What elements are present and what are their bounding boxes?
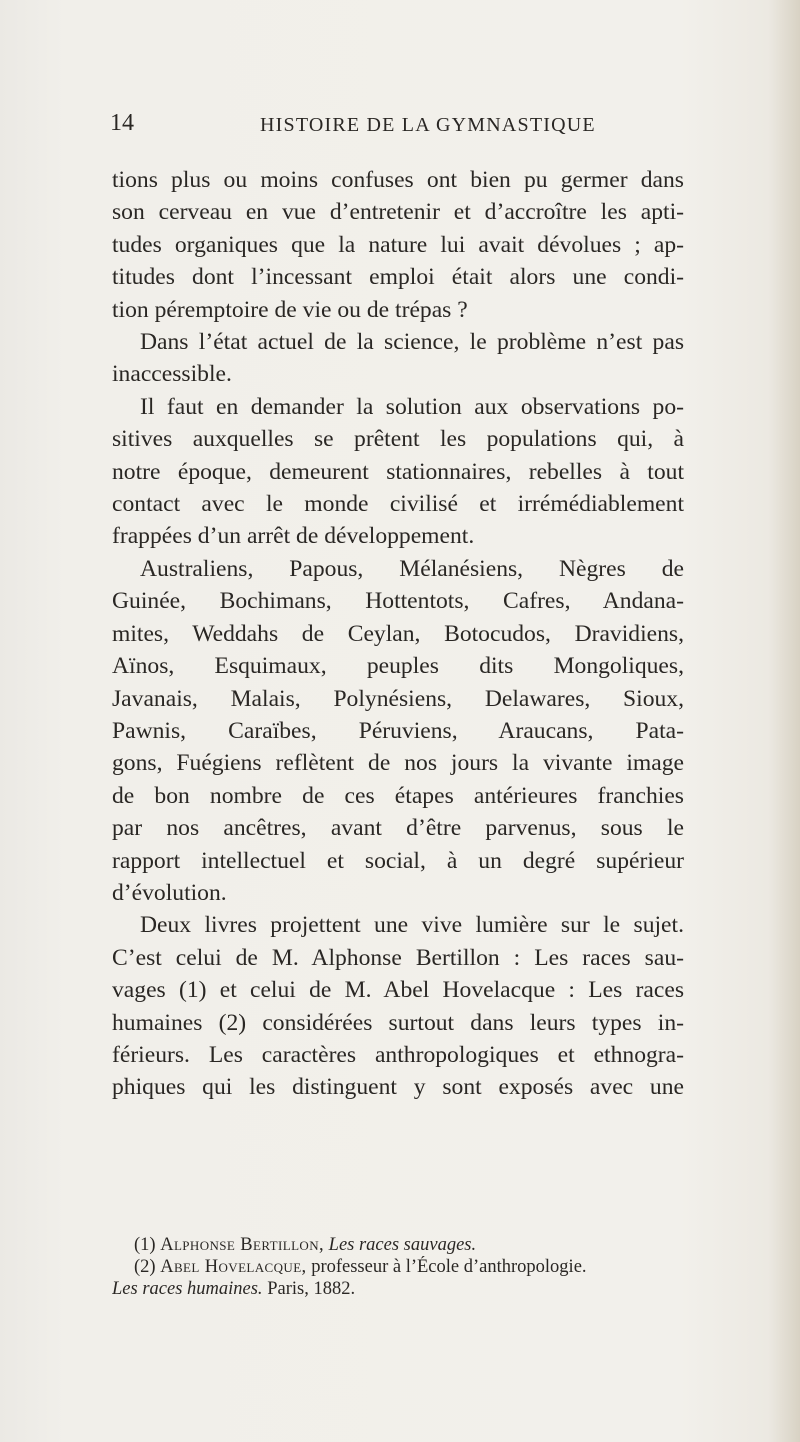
text-line: Aïnos, Esquimaux, peuples dits Mongoliques,	[112, 653, 684, 680]
text-line: Deux livres projettent une vive lumière sur le sujet.	[140, 912, 684, 939]
text-line: tions plus ou moins confuses ont bien pu germer dans	[112, 167, 684, 193]
running-title: HISTOIRE DE LA GYMNASTIQUE	[260, 114, 596, 136]
text-line: sitives auxquelles se prêtent les populations qui, à	[112, 426, 684, 453]
text-line: de bon nombre de ces étapes antérieures franchies	[112, 782, 684, 809]
footnote-marker: (1)	[134, 1235, 156, 1255]
text-line: titudes dont l’incessant emploi était alors une condi-	[112, 264, 684, 291]
page-header	[110, 104, 680, 144]
text-line: Pawnis, Caraïbes, Péruviens, Araucans, Pata-	[112, 717, 684, 744]
text-line: Il faut en demander la solution aux observations po-	[140, 393, 684, 420]
text-line: férieurs. Les caractères anthropologiques et ethnogra-	[112, 1041, 684, 1068]
text-line: humaines (2) considérées surtout dans leurs types in-	[112, 1009, 684, 1036]
footnote-marker: (2)	[134, 1257, 156, 1277]
text-line: Dans l’état actuel de la science, le problème n’est pas	[140, 329, 684, 356]
text-line: gons, Fuégiens reflètent de nos jours la vivante image	[112, 750, 684, 777]
text-line: d’évolution.	[112, 879, 227, 906]
page-number: 14	[110, 110, 134, 136]
text-line: Guinée, Bochimans, Hottentots, Cafres, Andana-	[112, 588, 684, 615]
text-line: Australiens, Papous, Mélanésiens, Nègres de	[140, 555, 684, 582]
footnote-title: Les races humaines.	[112, 1279, 263, 1299]
footnote-2	[112, 1256, 684, 1278]
footnote-2-continued	[112, 1278, 684, 1300]
text-line: C’est celui de M. Alphonse Bertillon : Les races sau-	[112, 944, 684, 971]
text-line: inaccessible.	[112, 361, 232, 388]
text-line: frappées d’un arrêt de développement.	[112, 523, 475, 550]
footnote-author: Abel Hovelacque,	[160, 1257, 307, 1277]
footnote-text: professeur à l’École d’anthropologie.	[311, 1257, 587, 1277]
text-line: tudes organiques que la nature lui avait dévolues ; ap-	[112, 231, 684, 258]
footnote-1	[112, 1234, 684, 1256]
footnote-author: Alphonse Bertillon,	[160, 1235, 325, 1255]
text-line: vages (1) et celui de M. Abel Hovelacque : Les races	[112, 977, 684, 1004]
text-line: notre époque, demeurent stationnaires, rebelles à tout	[112, 458, 684, 485]
footnotes	[112, 1234, 684, 1300]
footnote-place: Paris, 1882.	[267, 1279, 356, 1299]
body-text	[112, 164, 684, 1104]
text-line: contact avec le monde civilisé et irrémédiablement	[112, 491, 684, 518]
text-line: Javanais, Malais, Polynésiens, Delawares, Sioux,	[112, 685, 684, 712]
text-line: tion péremptoire de vie ou de trépas ?	[112, 296, 468, 323]
text-line: mites, Weddahs de Ceylan, Botocudos, Dravidiens,	[112, 620, 684, 647]
text-line: son cerveau en vue d’entretenir et d’accroître les apti-	[112, 199, 684, 226]
text-line: phiques qui les distinguent y sont exposés avec une	[112, 1074, 684, 1101]
text-line: par nos ancêtres, avant d’être parvenus, sous le	[112, 815, 684, 842]
footnote-title: Les races sauvages.	[328, 1235, 477, 1255]
text-line: rapport intellectuel et social, à un degré supérieur	[112, 847, 684, 874]
